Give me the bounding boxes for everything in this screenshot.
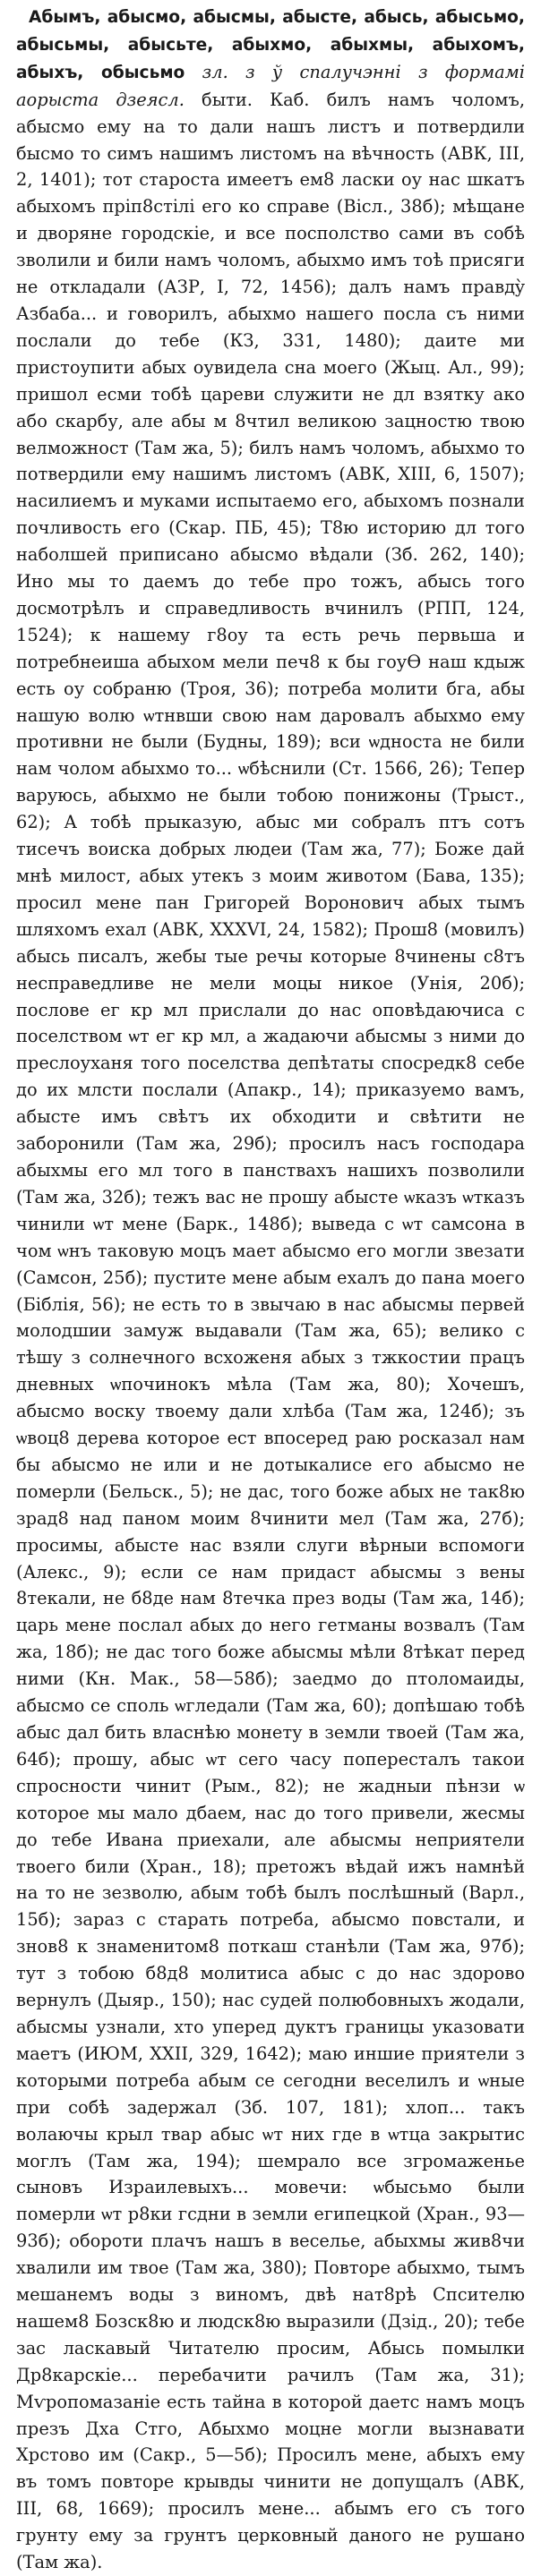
grammar-note: зл. з ў спалучэнні з формамі аорыста дзеясл. bbox=[16, 61, 526, 110]
entry-gloss: быти. bbox=[202, 89, 253, 110]
dictionary-page bbox=[16, 4, 525, 2576]
entry-citations: Каб. билъ намъ чоломъ, абысмо ему на то дали нашъ листъ и потвердили бысмо то симъ нашимъ листомъ на вѣчность (АВК, III, 2, 1401); тот староста имеетъ ем8 ласки оу нас шкатъ абыхомъ прiп8стiлi его ко справе (Вiсл., 38б); мѣщане и дворяне городскiе, и все посполство сами въ собѣ зволили и били намъ чоломъ, абыхмо имъ тоѣ присяги не откладали (АЗР, I, 72, 1456); далъ намъ правдỳ Азбаба... и говорилъ, абыхмо нашего посла съ ними послали до тебе (КЗ, 331, 1480); даите ми пристоупити абых оувидела сна моего (Жыц. Ал., 99); пришол есми тобѣ цареви служити не дл взятку ако або скарбу, але абы м 8чтил великою зацностю твою велможност (Там жа, 5); билъ намъ чоломъ, абыхмо то потвердили ему нашимъ листомъ (АВК, XIII, 6, 1507); насилиемъ и муками испытаемо его, абыхомъ познали почливость его (Скар. ПБ, 45); Т8ю историю дл того наболшей приписано абысмо вѣдали (Зб. 262, 140); Ино мы то даемъ до тебе про тожъ, абысь того досмотрѣлъ и справедливость вчинилъ (РПП, 124, 1524); к нашему г8оу та есть речь первьша и потребнеиша абыхом мели печ8 к бы гоуѲ наш кдыж есть оу собраню (Троя, 36); потреба молити бга, абы нашую волю ѡтнвши свою нам даровалъ абыхмо ему противни не были (Будны, 189); вси ѡдноста не били нам чолом абыхмо то... ѡбѣснили (Ст. 1566, 26); Тепер варуюсь, абыхмо не были тобою понижоны (Трыст., 62); А тобѣ прыказую, абыс ми собралъ птъ сотъ тисечъ воиска добрых людеи (Там жа, 77); Боже дай мнѣ милост, абых утекъ з моим животом (Бава, 135); просил мене пан Григорей Воронович абых тымъ шляхомъ ехал (АВК, XXXVI, 24, 1582); Прош8 (мовилъ) абысь писалъ, жебы тые речы которые 8чинены с8тъ несправедливе не мели моцы никое (Унiя, 20б); послове ег кр мл прислали до нас оповѣдаючиса с поселством ѡт ег кр мл, а жадаючи абысмы з ними до преслоуханя того поселства депѣтаты спосредк8 себе до их млсти послали (Апакр., 14); приказуемо вамъ, абысте имъ свѣтъ их обходити и свѣтити не заборонили (Там жа, 29б); просилъ насъ господара абыхмы его мл того в панствахъ нашихъ позволили (Там жа, 32б); тежъ вас не прошу абысте ѡказъ ѡтказъ чинили ѡт мене (Барк., 148б); выведа с ѡт самсона в чом ѡнъ таковую моцъ мает абысмо его могли звезати (Самсон, 25б); пустите мене абым ехалъ до пана моего (Бiблiя, 56); не есть то в звычаю в нас абысмы первей молодшии замуж выдавали (Там жа, 65); велико с тѣшу з солнечного всхоженя абых з тжкостии працъ дневных ѡпочинокъ мѣла (Там жа, 80); Хочешъ, абысмо воску твоему дали хлѣба (Там жа, 124б); зъ ѡвоц8 дерева которое ест впосеред раю росказал нам бы абысмо не или и не дотыкалисе его абысмо не померли (Бельск., 5); не дас, того боже абых не так8ю зрад8 над паном моим 8чинити мел (Там жа, 27б); просимы, абысте нас взяли слуги вѣрныи вспомоги (Алекс., 9); если се нам придаст абысмы з вены 8текали, не б8де нам 8течка през воды (Там жа, 14б); царь мене послал абых до него гетманы возвалъ (Там жа, 18б); не дас того боже абысмы мѣли 8тѣкат перед ними (Кн. Мак., 58—58б); заедмо до птоломаиды, абысмо се споль ѡгледали (Там жа, 60); допѣшаю тобѣ абыс дал бить власнѣю монету в земли твоей (Там жа, 64б); прошу, абыс ѡт сего часу попересталъ такои спросности чинит (Рым., 82); не жадныи пѣнзи ѡ которое мы мало дбаем, нас до того привели, жесмы до тебе Ивана приехали, але абысмы неприятели твоего били (Хран., 18); претожъ вѣдай ижъ намнѣй на то не зезволю, абым тобѣ былъ послѣшный (Варл., 15б); зараз с старать потреба, абысмо повстали, и знов8 к знаменитом8 поткаш станѣли (Там жа, 97б); тут з тобою б8д8 молитиса абыс с до нас здорово вернулъ (Дыяр., 150); нас судей полюбовныхъ жодали, абысмы узнали, хто уперед дуктъ границы указовати маетъ (ИЮМ, XXII, 329, 1642); маю иншие приятели з которыми потреба абым се сегодни веселилъ и ѡные при собѣ задержал (Зб. 107, 181); хлоп... такъ волаючы крыл твар абыс ѡт них где в ѡтца закрытис моглъ (Там жа, 194); шемрало все згромаженье сыновъ Израилевыхъ... мовечи: ѡбысьмо были померли ѡт р8ки гсдни в земли египецкой (Хран., 93—93б); обороти плачъ нашъ в веселье, абыхмы жив8чи хвалили им твое (Там жа, 380); Повторе абыхмо, тымъ мешанемъ воды з виномъ, двѣ нат8рѣ Спсителю нашем8 Бозск8ю и людск8ю выразили (Дзiд., 20); тебе зас ласкавый Читателю просим, Абысь помылки Др8карскiе... перебачити рачилъ (Там жа, 31); Мѵропомазанiе есть тайна в которой даетс намъ моцъ презъ Дха Стго, Абыхмо моцне могли вызнавати Хрстово им (Сакр., 5—5б); Просилъ мене, абыхъ ему въ томъ повторе крывды чинити не допущалъ (АВК, III, 68, 1669); просилъ мене... абымъ его съ того грунту ему за грунтъ церковный даного не рушано (Там жа). bbox=[16, 89, 525, 2573]
dictionary-entry bbox=[16, 4, 525, 2576]
entry-headword: Абымъ, абысмо, абысмы, абысте, абысь, абысьмо, абысьмы, абысьте, абыхмо, абыхмы, абыхомъ, абыхъ, обысьмо bbox=[16, 8, 525, 82]
